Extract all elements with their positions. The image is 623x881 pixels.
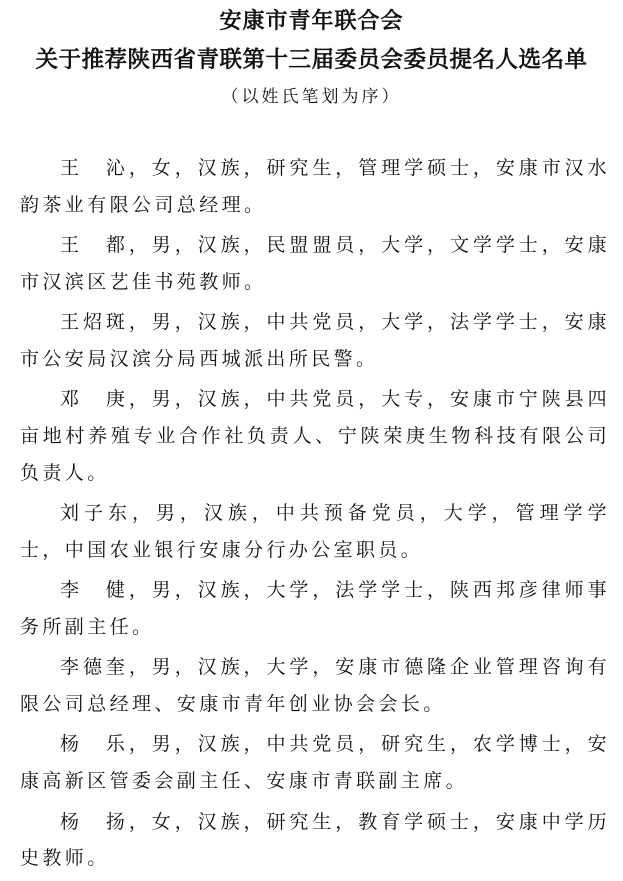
ordering-note: （以姓氏笔划为序） xyxy=(221,87,402,107)
nominee-entry-7: 李德奎，男，汉族，大学，安康市德隆企业管理咨询有限公司总经理、安康市青年创业协会会长。 xyxy=(20,656,610,716)
nominee-list xyxy=(20,150,610,881)
nominee-entry-8: 杨 乐，男，汉族，中共党员，研究生，农学博士，安康高新区管委会副主任、安康市青联副主席。 xyxy=(20,733,610,793)
nominee-entry-2: 王 都，男，汉族，民盟盟员，大学，文学学士，安康市汉滨区艺佳书苑教师。 xyxy=(20,234,610,293)
nominee-entry-5: 刘子东，男，汉族，中共预备党员，大学，管理学学士，中国农业银行安康分行办公室职员。 xyxy=(20,502,610,561)
nominee-entry-6: 李 健，男，汉族，大学，法学学士，陕西邦彦律师事务所副主任。 xyxy=(20,579,610,639)
nominee-entry-4: 邓 庚，男，汉族，中共党员，大专，安康市宁陕县四亩地村养殖专业合作社负责人、宁陕荣庚生物科技有限公司负责人。 xyxy=(20,388,610,484)
nominee-entry-3: 王炤斑，男，汉族，中共党员，大学，法学学士，安康市公安局汉滨分局西城派出所民警。 xyxy=(20,311,610,370)
organization-title: 安康市青年联合会 xyxy=(219,8,404,34)
nominee-entry-9: 杨 扬，女，汉族，研究生，教育学硕士，安康中学历史教师。 xyxy=(20,810,610,870)
nominee-entry-1: 王 沁，女，汉族，研究生，管理学硕士，安康市汉水韵茶业有限公司总经理。 xyxy=(20,157,610,216)
document-title: 关于推荐陕西省青联第十三届委员会委员提名人选名单 xyxy=(35,47,588,73)
